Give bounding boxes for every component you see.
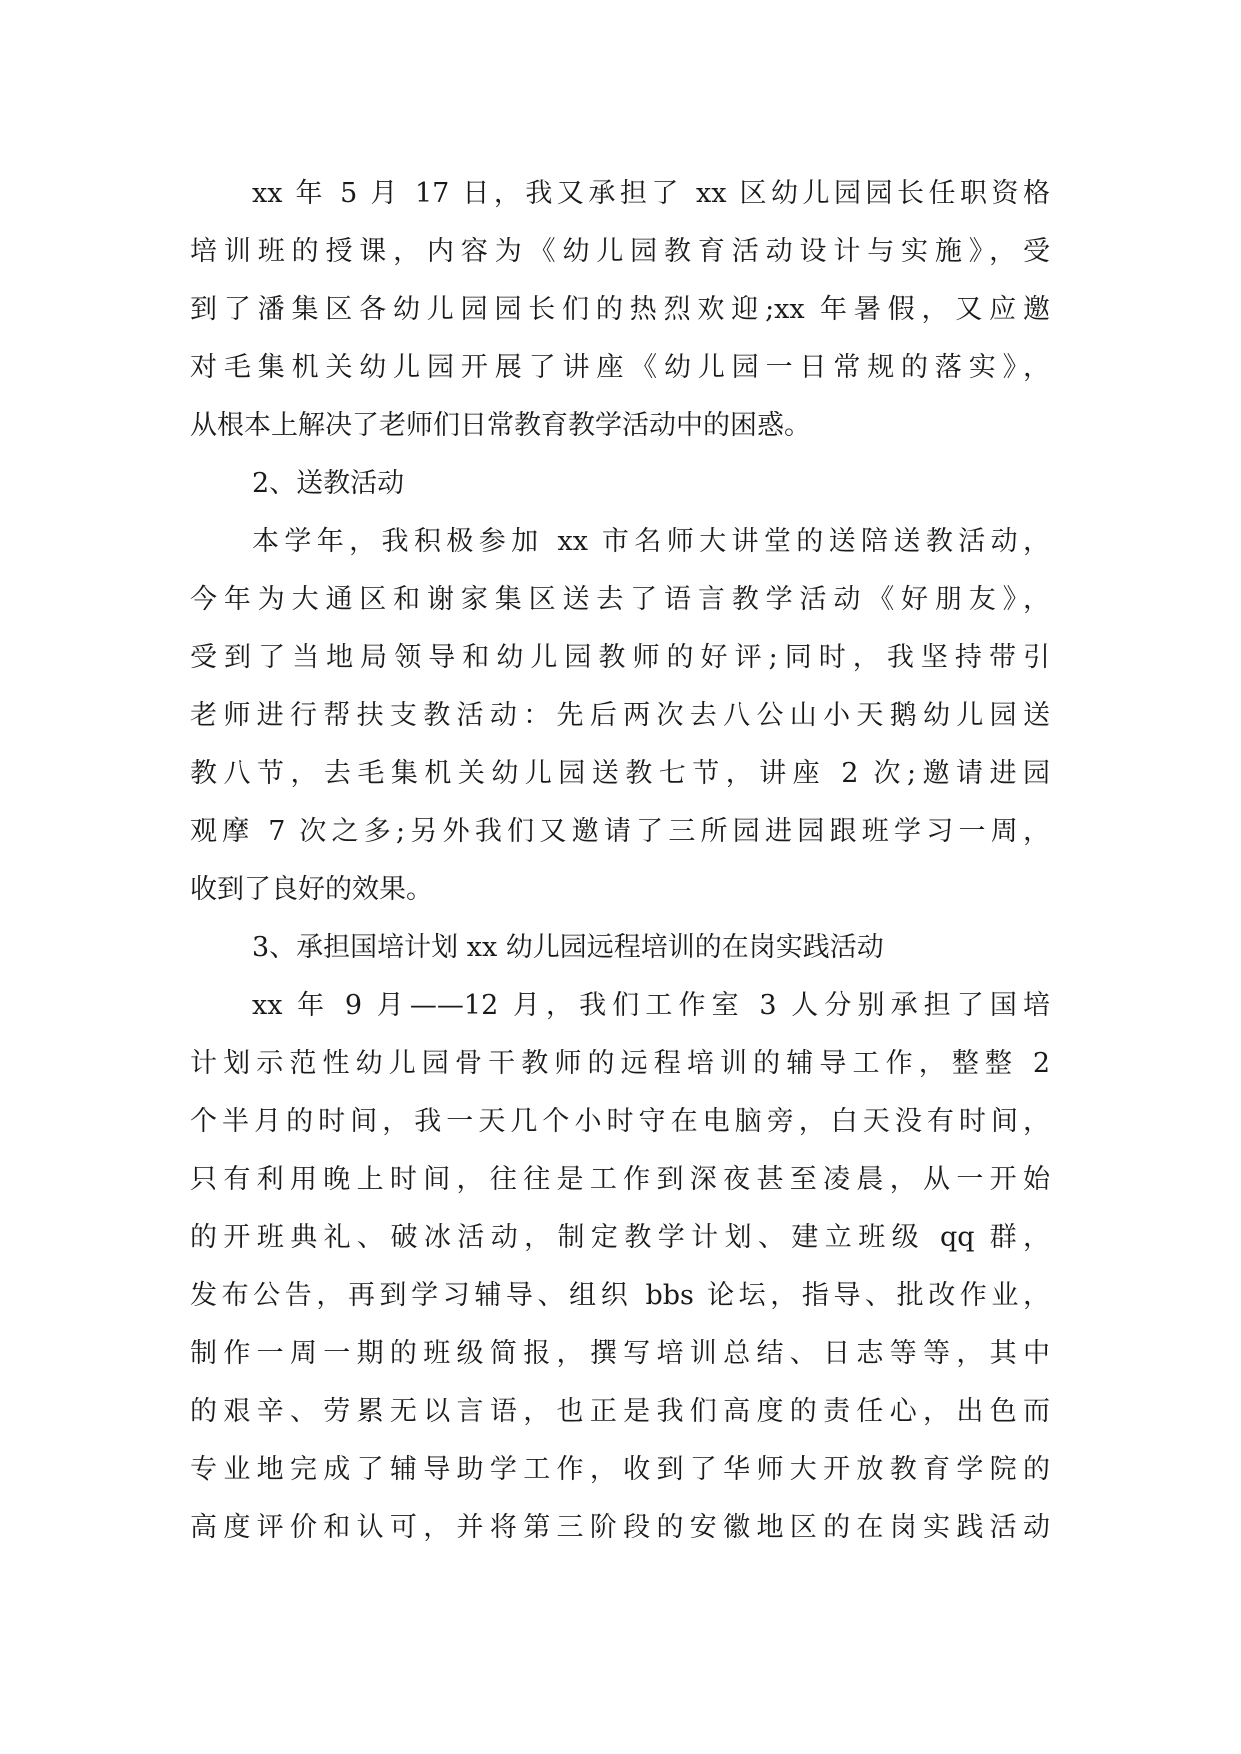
text-line: 观摩 7 次之多;另外我们又邀请了三所园进园跟班学习一周，: [190, 816, 1050, 847]
text-line: xx 年 9 月——12 月，我们工作室 3 人分别承担了国培: [252, 990, 1050, 1021]
text-line: 的开班典礼、破冰活动，制定教学计划、建立班级 qq 群，: [190, 1222, 1050, 1253]
text-line: 3、承担国培计划 xx 幼儿园远程培训的在岗实践活动: [252, 932, 884, 963]
text-line: 计划示范性幼儿园骨干教师的远程培训的辅导工作，整整 2: [190, 1048, 1050, 1079]
text-line: 收到了良好的效果。: [190, 874, 433, 905]
text-line: 发布公告，再到学习辅导、组织 bbs 论坛，指导、批改作业，: [190, 1280, 1050, 1311]
text-line: 的艰辛、劳累无以言语，也正是我们高度的责任心，出色而: [190, 1396, 1050, 1427]
text-line: 只有利用晚上时间，往往是工作到深夜甚至凌晨，从一开始: [190, 1164, 1050, 1195]
text-line: 今年为大通区和谢家集区送去了语言教学活动《好朋友》，: [190, 584, 1050, 615]
text-line: 老师进行帮扶支教活动：先后两次去八公山小天鹅幼儿园送: [190, 700, 1050, 731]
text-line: 高度评价和认可，并将第三阶段的安徽地区的在岗实践活动: [190, 1512, 1050, 1543]
text-line: 教八节，去毛集机关幼儿园送教七节，讲座 2 次;邀请进园: [190, 758, 1050, 789]
text-line: 到了潘集区各幼儿园园长们的热烈欢迎;xx 年暑假，又应邀: [190, 294, 1050, 325]
text-line: 对毛集机关幼儿园开展了讲座《幼儿园一日常规的落实》，: [190, 352, 1050, 383]
text-line: 个半月的时间，我一天几个小时守在电脑旁，白天没有时间，: [190, 1106, 1050, 1137]
text-line: xx 年 5 月 17 日，我又承担了 xx 区幼儿园园长任职资格: [252, 178, 1050, 209]
text-line: 本学年，我积极参加 xx 市名师大讲堂的送陪送教活动，: [252, 526, 1050, 557]
text-line: 受到了当地局领导和幼儿园教师的好评;同时，我坚持带引: [190, 642, 1050, 673]
document-body: [190, 165, 1050, 1557]
text-line: 培训班的授课，内容为《幼儿园教育活动设计与实施》，受: [190, 236, 1050, 267]
text-line: 专业地完成了辅导助学工作，收到了华师大开放教育学院的: [190, 1454, 1050, 1485]
text-line: 制作一周一期的班级简报，撰写培训总结、日志等等，其中: [190, 1338, 1050, 1369]
text-line: 2、送教活动: [252, 468, 405, 499]
text-line: 从根本上解决了老师们日常教育教学活动中的困惑。: [190, 410, 811, 441]
